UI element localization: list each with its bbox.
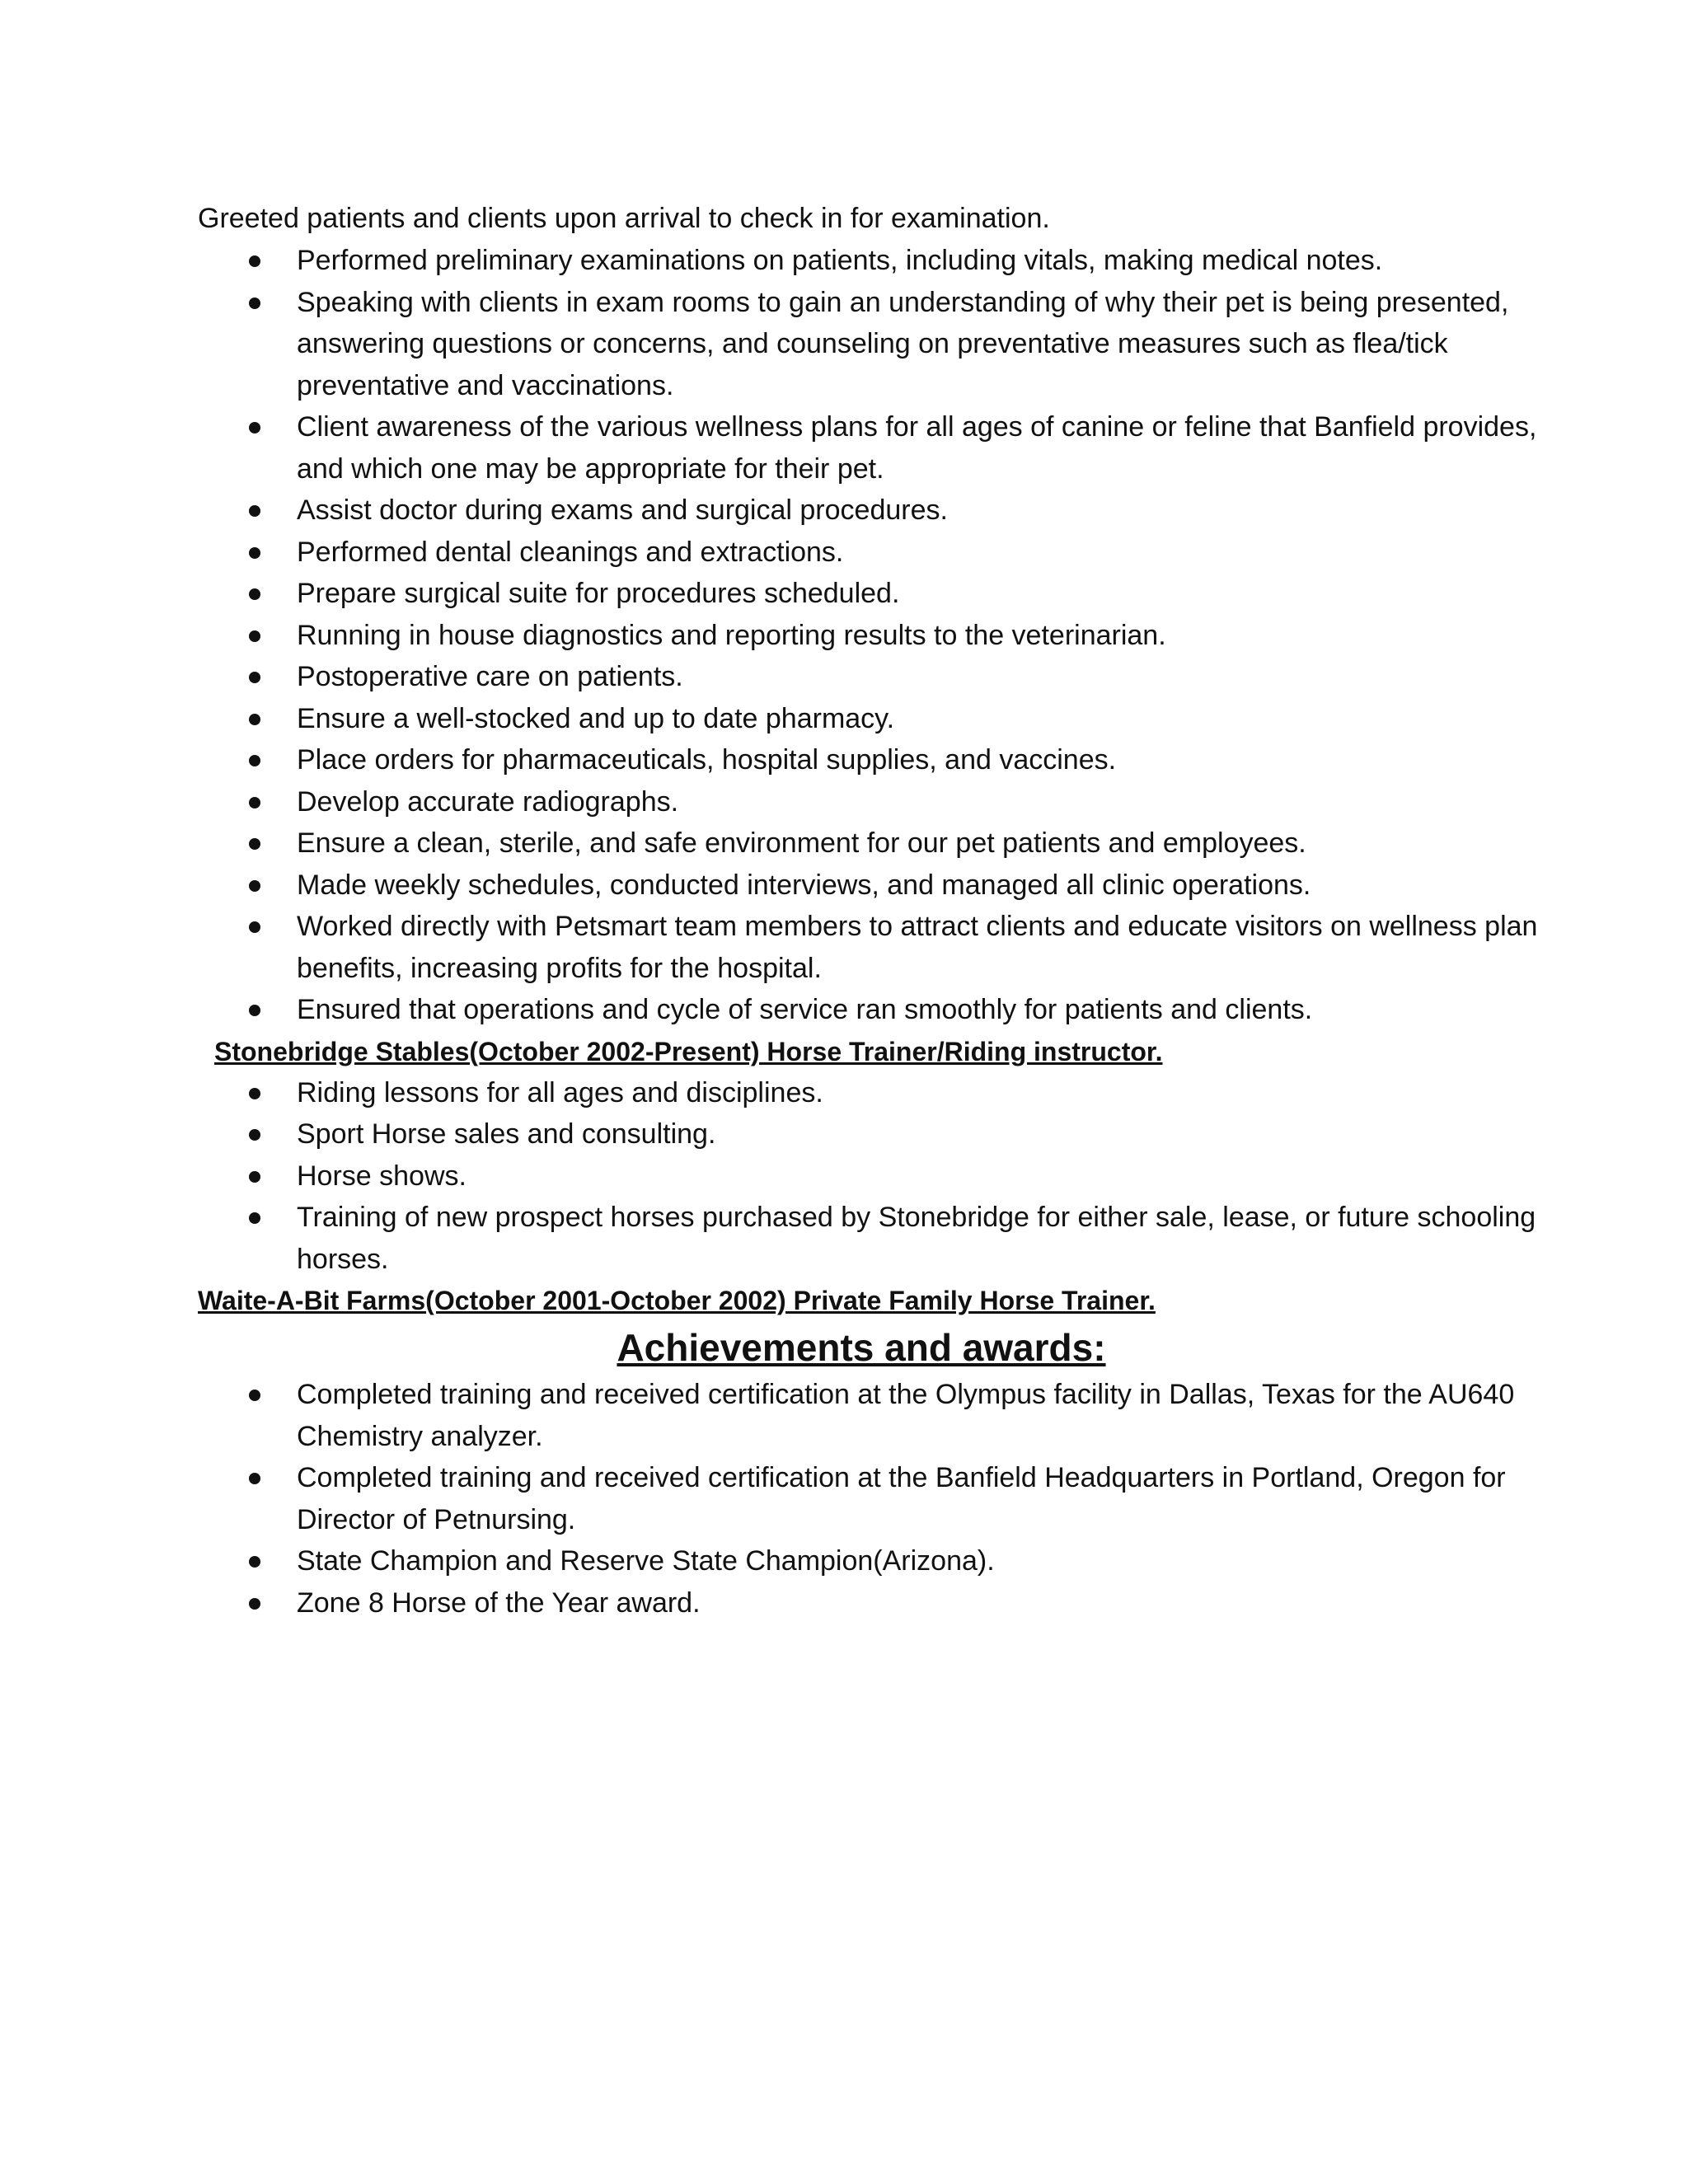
bullet-icon <box>249 1556 260 1568</box>
bullet-icon <box>249 1005 260 1016</box>
achievements-title: Achievements and awards: <box>617 1326 1106 1369</box>
bullet-icon <box>249 547 260 559</box>
list-item: Worked directly with Petsmart team members to attract clients and educate visitors on wellness plan benefits, increasing profits for the hospital. <box>198 906 1550 989</box>
list-item: Completed training and received certification at the Banfield Headquarters in Portland, Oregon for Director of Petnursing. <box>198 1457 1550 1540</box>
list-item: Assist doctor during exams and surgical procedures. <box>198 490 1550 532</box>
bullet-icon <box>249 505 260 517</box>
duties-list <box>198 240 1550 1031</box>
bullet-icon <box>249 1212 260 1224</box>
bullet-icon <box>249 672 260 683</box>
list-item: Ensure a clean, sterile, and safe environment for our pet patients and employees. <box>198 823 1550 865</box>
list-item: Riding lessons for all ages and disciplines. <box>198 1072 1550 1114</box>
bullet-icon <box>249 255 260 267</box>
resume-content <box>198 198 1550 1624</box>
bullet-icon <box>249 797 260 808</box>
bullet-icon <box>249 298 260 309</box>
list-item: Speaking with clients in exam rooms to gain an understanding of why their pet is being presented, answering questions or concerns, and counseling on preventative measures such as flea/tick preventative and vaccinations. <box>198 282 1550 407</box>
list-item: Postoperative care on patients. <box>198 656 1550 698</box>
list-item: Ensure a well-stocked and up to date pharmacy. <box>198 698 1550 740</box>
list-item: Place orders for pharmaceuticals, hospital supplies, and vaccines. <box>198 739 1550 781</box>
bullet-icon <box>249 755 260 766</box>
bullet-icon <box>249 714 260 725</box>
list-item: Ensured that operations and cycle of service ran smoothly for patients and clients. <box>198 989 1550 1031</box>
bullet-icon <box>249 880 260 892</box>
list-item: Training of new prospect horses purchased by Stonebridge for either sale, lease, or future schooling horses. <box>198 1197 1550 1280</box>
list-item: Performed dental cleanings and extractions. <box>198 532 1550 574</box>
bullet-icon <box>249 588 260 600</box>
stonebridge-heading: Stonebridge Stables(October 2002-Present) Horse Trainer/Riding instructor. <box>214 1036 1163 1066</box>
achievements-list <box>198 1374 1550 1624</box>
list-item: State Champion and Reserve State Champion(Arizona). <box>198 1540 1550 1582</box>
bullet-icon <box>249 1473 260 1484</box>
intro-line: Greeted patients and clients upon arrival to check in for examination. <box>198 203 1050 234</box>
bullet-icon <box>249 630 260 642</box>
list-item: Made weekly schedules, conducted interviews, and managed all clinic operations. <box>198 865 1550 907</box>
bullet-icon <box>249 1390 260 1401</box>
waite-heading: Waite-A-Bit Farms(October 2001-October 2002) Private Family Horse Trainer. <box>198 1286 1156 1315</box>
list-item: Develop accurate radiographs. <box>198 781 1550 823</box>
list-item: Completed training and received certification at the Olympus facility in Dallas, Texas for the AU640 Chemistry analyzer. <box>198 1374 1550 1457</box>
list-item: Prepare surgical suite for procedures scheduled. <box>198 573 1550 615</box>
bullet-icon <box>249 921 260 933</box>
bullet-icon <box>249 1088 260 1099</box>
bullet-icon <box>249 1171 260 1183</box>
list-item: Zone 8 Horse of the Year award. <box>198 1582 1550 1624</box>
list-item: Client awareness of the various wellness plans for all ages of canine or feline that Banfield provides, and which one may be appropriate for their pet. <box>198 406 1550 490</box>
list-item: Sport Horse sales and consulting. <box>198 1113 1550 1155</box>
list-item: Performed preliminary examinations on patients, including vitals, making medical notes. <box>198 240 1550 282</box>
list-item: Horse shows. <box>198 1155 1550 1197</box>
bullet-icon <box>249 422 260 434</box>
bullet-icon <box>249 838 260 850</box>
bullet-icon <box>249 1129 260 1141</box>
bullet-icon <box>249 1598 260 1610</box>
stonebridge-list <box>198 1072 1550 1281</box>
list-item: Running in house diagnostics and reporting results to the veterinarian. <box>198 615 1550 657</box>
